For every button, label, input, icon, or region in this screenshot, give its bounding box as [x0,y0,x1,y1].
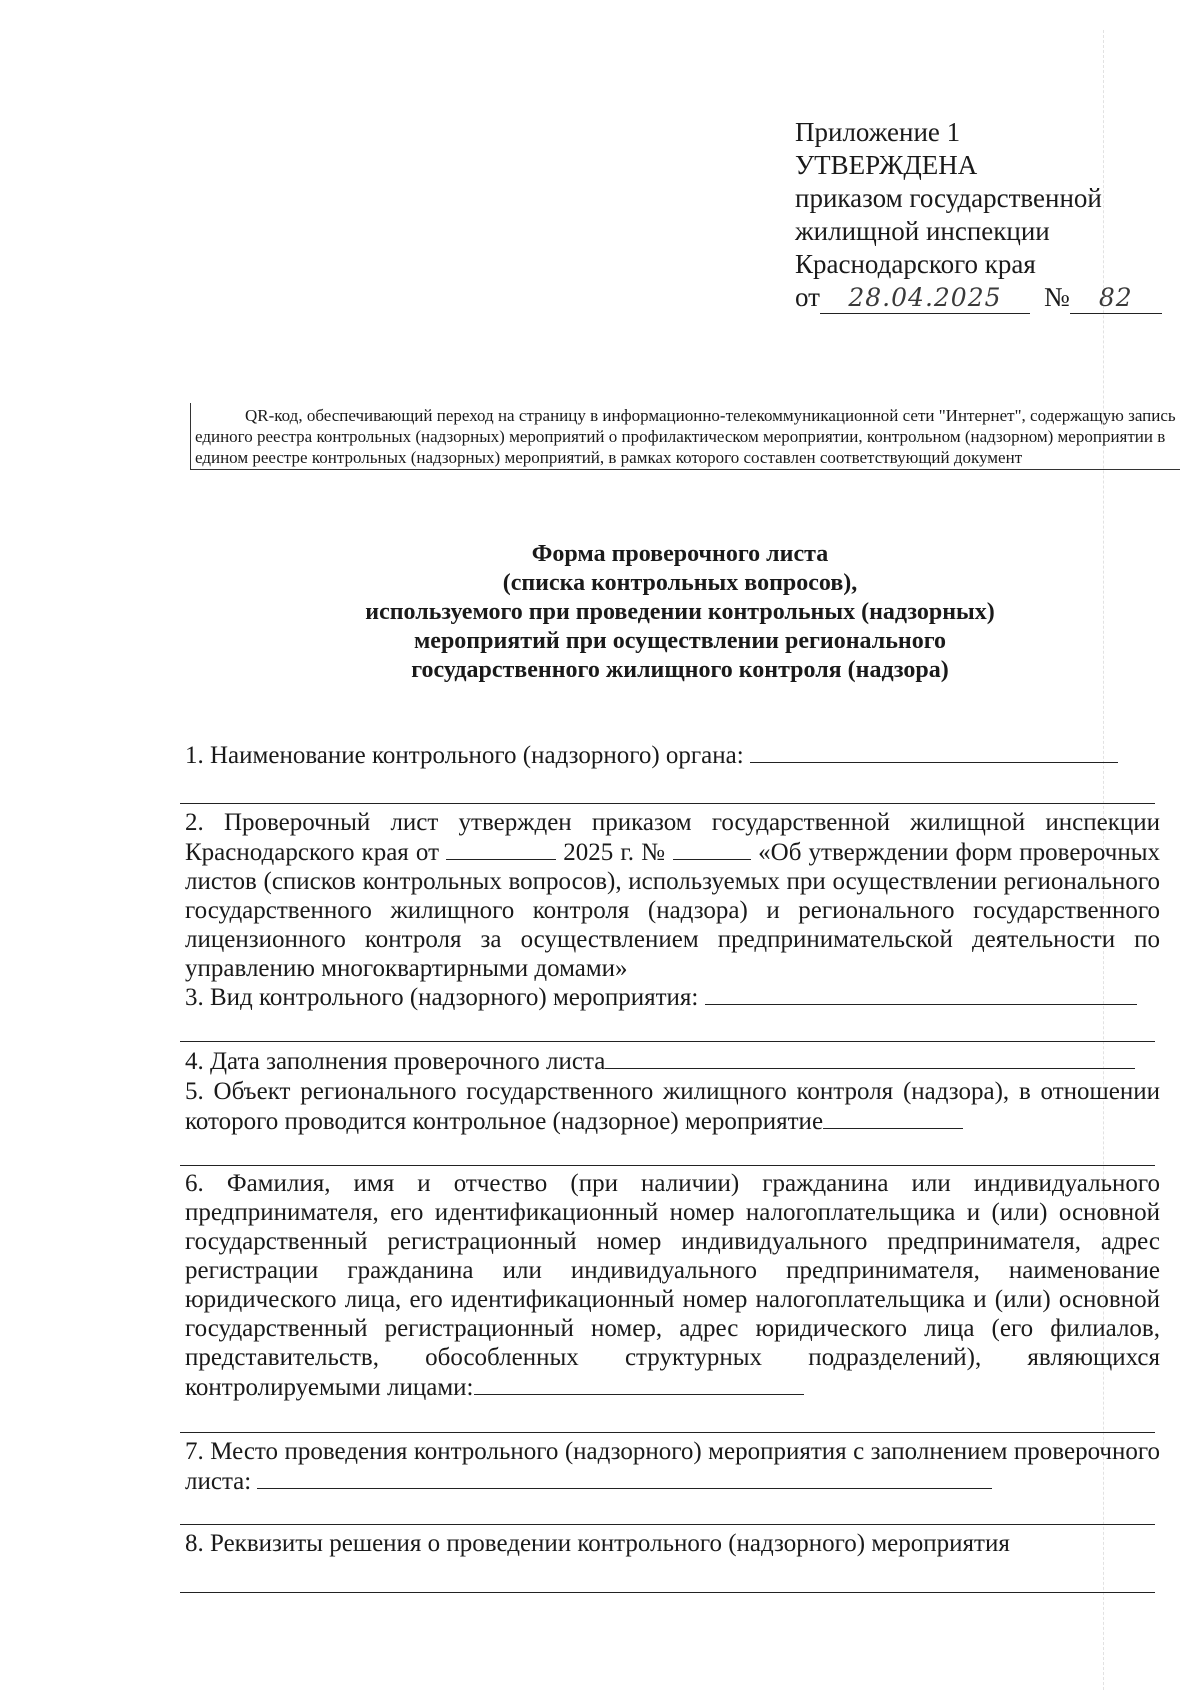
title-line-2: (списка контрольных вопросов), [502,570,858,596]
field-1-blank[interactable] [750,740,1118,763]
approval-line-3: Краснодарского края [795,249,1036,279]
field-8-label: 8. Реквизиты решения о проведении контрольного (надзорного) мероприятия [185,1530,1010,1557]
annex-label: Приложение 1 [795,117,961,147]
field-3-label: 3. Вид контрольного (надзорного) мероприятия: [185,984,699,1011]
number-label: № [1043,282,1070,312]
field-8-continuation-line[interactable] [180,1592,1155,1593]
field-7-label: 7. Место проведения контрольного (надзорного) мероприятия с заполнением проверочного листа: [185,1438,1160,1495]
field-2-order-title: «Об утверждении форм проверочных листов (списков контрольных вопросов), используемых при осуществлении регионального государственного жилищного контроля (надзора) и регионального государственного лицензионного контроля за осуществлением предпринимательской деятельности по управлению многоквартирными домами» [185,839,1161,982]
field-3-blank[interactable] [705,982,1137,1005]
field-4-label: 4. Дата заполнения проверочного листа [185,1048,606,1075]
qr-note-text: QR-код, обеспечивающий переход на страницу в информационно-телекоммуникационной сети "Интернет", содержащую запись единого реестра контрольных (надзорных) мероприятий о профилактическом мероприятии, контрольном (надзорном) мероприятии в едином реестре контрольных (надзорных) мероприятий, в рамках которого составлен соответствующий документ [195,406,1176,467]
field-7-blank[interactable] [257,1466,992,1489]
field-2-date-blank[interactable] [446,837,556,860]
field-6-blank[interactable] [474,1372,804,1395]
field-5 [185,1077,1160,1136]
field-8 [185,1529,1160,1558]
approval-date-line [795,281,1162,314]
field-6 [185,1169,1160,1402]
handwritten-date: 28.04.2025 [820,283,1030,314]
field-2 [185,808,1160,983]
field-2-year: 2025 г. № [563,839,666,866]
field-3-continuation-line[interactable] [180,1041,1155,1042]
field-6-label: 6. Фамилия, имя и отчество (при наличии) гражданина или индивидуального предпринимателя, его идентификационный номер налогоплательщика и (или) основной государственный регистрационный номер индивидуального предпринимателя, адрес регистрации гражданина или индивидуального предпринимателя, наименование юридического лица, его идентификационный номер налогоплательщика и (или) основной государственный регистрационный номер, адрес юридического лица (его филиалов, представительств, обособленных структурных подразделений), являющихся контролируемыми лицами: [185,1170,1160,1401]
from-label: от [795,282,820,312]
approval-block [795,116,1162,314]
field-6-continuation-line[interactable] [180,1432,1155,1433]
field-4 [185,1046,1160,1076]
approval-line-2: жилищной инспекции [795,216,1050,246]
title-line-1: Форма проверочного листа [531,541,829,567]
title-line-3: используемого при проведении контрольных (надзорных) [365,599,995,625]
approved-label: УТВЕРЖДЕНА [795,150,978,180]
title-line-4: мероприятий при осуществлении регионального [413,628,947,654]
form-title [230,540,1130,685]
handwritten-number: 82 [1070,283,1162,314]
field-5-label: 5. Объект регионального государственного жилищного контроля (надзора), в отношении которого проводится контрольное (надзорное) мероприятие [185,1078,1160,1135]
field-2-label: 2. Проверочный лист утвержден приказом государственной жилищной инспекции Краснодарского края от [185,809,1160,866]
qr-code-note [190,403,1180,470]
field-1-label: 1. Наименование контрольного (надзорного) органа: [185,742,744,769]
field-7 [185,1437,1160,1496]
field-5-continuation-line[interactable] [180,1165,1155,1166]
title-line-5: государственного жилищного контроля (надзора) [411,657,949,683]
field-3 [185,982,1160,1012]
field-1-continuation-line[interactable] [180,803,1155,804]
field-5-blank[interactable] [823,1106,963,1129]
field-7-continuation-line[interactable] [180,1524,1155,1525]
field-2-number-blank[interactable] [673,837,751,860]
field-1 [185,740,1160,770]
field-4-blank[interactable] [605,1046,1135,1069]
approval-line-1: приказом государственной [795,183,1102,213]
